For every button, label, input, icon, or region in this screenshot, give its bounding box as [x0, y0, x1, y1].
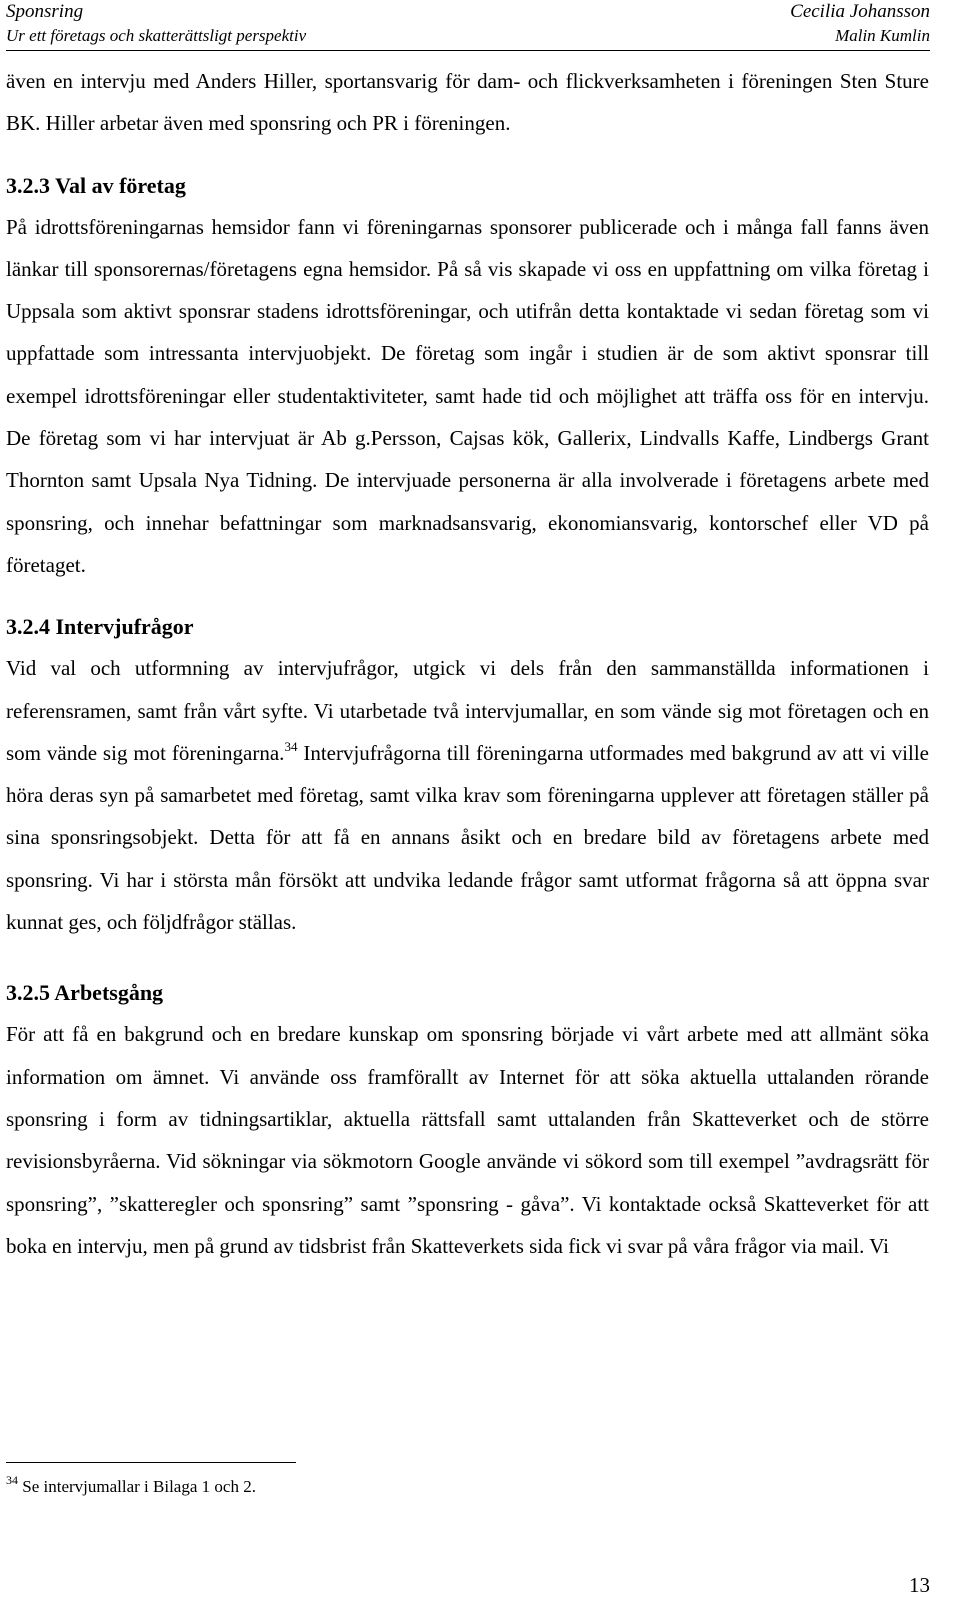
section-heading-intervjufragor: 3.2.4 Intervjufrågor — [6, 614, 194, 640]
body-text — [6, 60, 929, 1267]
header-author-1: Cecilia Johansson — [790, 1, 930, 22]
header-subtitle: Ur ett företags och skatterättsligt perspektiv — [6, 26, 307, 45]
footnote-reference: 34 — [284, 738, 298, 754]
spacer — [6, 586, 929, 607]
footnote-text: Se intervjumallar i Bilaga 1 och 2. — [18, 1477, 256, 1496]
section-paragraph-val-av-foretag: På idrottsföreningarnas hemsidor fann vi föreningarnas sponsorer publicerade och i många fall fanns även länkar till sponsorernas/företagens egna hemsidor. På så vis skapade vi oss en uppfattning om vilka företag i Uppsala som aktivt sponsrar stadens idrottsföreningar, och utifrån detta kontaktade vi sedan företag som vi uppfattade som intressanta intervjuobjekt. De företag som ingår i studien är de som aktivt sponsrar till exempel idrottsföreningar eller studentaktiviteter, samt hade tid och möjlighet att träffa oss för en intervju. De företag som vi har intervjuat är Ab g.Persson, Cajsas kök, Gallerix, Lindvalls Kaffe, Lindbergs Grant Thornton samt Upsala Nya Tidning. De intervjuade personerna är alla involverade i företagens arbete med sponsring, och innehar befattningar som marknadsansvarig, ekonomiansvarig, kontorschef eller VD på företaget. — [6, 214, 929, 577]
header-rule — [6, 50, 930, 51]
footnote-separator — [6, 1462, 296, 1463]
spacer — [6, 145, 929, 166]
header-title: Sponsring — [6, 1, 84, 22]
section-heading-arbetsgang: 3.2.5 Arbetsgång — [6, 980, 164, 1006]
page-number: 13 — [909, 1573, 930, 1597]
intro-paragraph: även en intervju med Anders Hiller, sportansvarig för dam- och flickverksamheten i föreningen Sten Sture BK. Hiller arbetar även med sponsring och PR i föreningen. — [6, 69, 929, 136]
footnote-number: 34 — [6, 1473, 18, 1487]
paragraph-text-part-1: Vid val och utformning av intervjufrågor, utgick vi dels från den sammanställda informationen i referensramen, samt från vårt syfte. Vi utarbetade två intervjumallar, en som vände sig mot företagen och en som vände sig mot föreningarna. — [6, 656, 929, 765]
running-header — [0, 0, 960, 50]
footnote — [6, 1470, 256, 1504]
section-heading-val-av-foretag: 3.2.3 Val av företag — [6, 172, 186, 198]
paragraph-text-part-2: Intervjufrågorna till föreningarna utformades med bakgrund av att vi ville höra deras syn på samarbetet med företag, samt vilka krav som föreningarna upplever att företagen ställer på sina sponsringsobjekt. Detta för att få en annans åsikt och en bredare bild av företagens arbete med sponsring. Vi har i största mån försökt att undvika ledande frågor samt utformat frågorna så att öppna svar kunnat ges, och följdfrågor ställas. — [6, 740, 929, 935]
spacer — [6, 943, 929, 973]
section-paragraph-intervjufragor — [6, 647, 929, 943]
header-author-2: Malin Kumlin — [835, 26, 930, 45]
section-paragraph-arbetsgang: För att få en bakgrund och en bredare kunskap om sponsring började vi vårt arbete med att allmänt söka information om ämnet. Vi använde oss framförallt av Internet för att söka aktuella uttalanden rörande sponsring i form av tidningsartiklar, aktuella rättsfall samt uttalanden från Skatteverket och de större revisionsbyråerna. Vid sökningar via sökmotorn Google använde vi sökord som till exempel ”avdragsrätt för sponsring”, ”skatteregler och sponsring” samt ”sponsring - gåva”. Vi kontaktade också Skatteverket för att boka en intervju, men på grund av tidsbrist från Skatteverkets sida fick vi svar på våra frågor via mail. Vi — [6, 1022, 929, 1258]
